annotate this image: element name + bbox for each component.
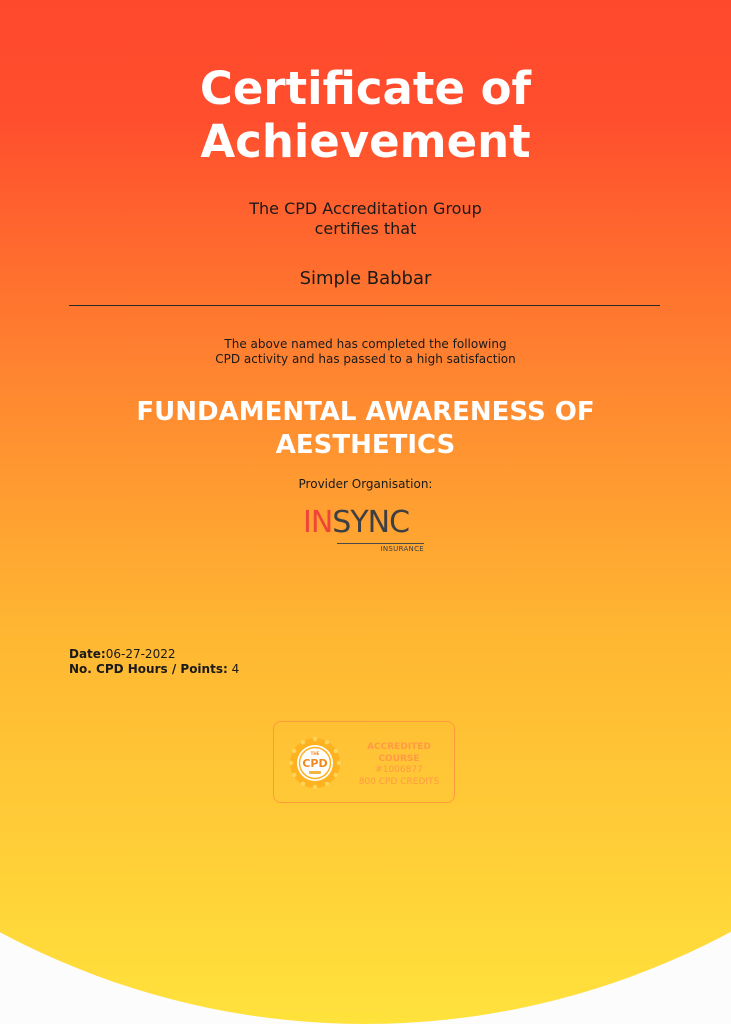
seal-top-text: THE xyxy=(310,751,320,756)
cpd-hours-label: No. CPD Hours / Points: xyxy=(69,662,228,676)
logo-underline xyxy=(337,543,424,544)
badge-text xyxy=(344,742,454,788)
cpd-hours-value: 4 xyxy=(231,662,240,676)
recipient-name: Simple Babbar xyxy=(299,268,432,289)
certifier-statement xyxy=(0,199,731,239)
title-line-2: Achievement xyxy=(200,115,531,168)
completion-line-1: The above named has completed the following xyxy=(224,337,507,351)
certificate-details xyxy=(69,647,239,677)
logo-part-sync: SYNC xyxy=(332,505,410,540)
provider-logo xyxy=(303,505,427,557)
date-label: Date: xyxy=(69,647,106,661)
cpd-seal-icon xyxy=(288,736,342,790)
certifier-line-2: certifies that xyxy=(314,219,417,238)
name-divider-line xyxy=(69,305,660,306)
seal-main-text: CPD xyxy=(302,757,328,770)
badge-line-credits: 800 CPD CREDITS xyxy=(358,776,440,787)
badge-line-accredited: ACCREDITED xyxy=(367,742,431,752)
certificate-title xyxy=(0,62,731,168)
logo-part-in: IN xyxy=(303,505,333,540)
provider-label: Provider Organisation: xyxy=(298,477,433,491)
title-line-1: Certificate of xyxy=(199,62,532,115)
course-title xyxy=(0,396,731,462)
logo-subtitle: INSURANCE xyxy=(380,545,424,553)
completion-line-2: CPD activity and has passed to a high satisfaction xyxy=(215,352,516,366)
badge-line-course: COURSE xyxy=(378,753,420,764)
course-line-2: AESTHETICS xyxy=(275,430,456,460)
accreditation-badge xyxy=(273,721,455,803)
date-value: 06-27-2022 xyxy=(105,647,176,661)
provider-logo-wordmark xyxy=(303,505,409,541)
course-line-1: FUNDAMENTAL AWARENESS OF xyxy=(136,397,595,427)
date-row xyxy=(69,647,239,662)
cpd-hours-row xyxy=(69,662,239,677)
completion-statement xyxy=(0,337,731,367)
badge-line-course-number: #1006877 xyxy=(375,765,423,775)
certifier-line-1: The CPD Accreditation Group xyxy=(249,199,482,218)
